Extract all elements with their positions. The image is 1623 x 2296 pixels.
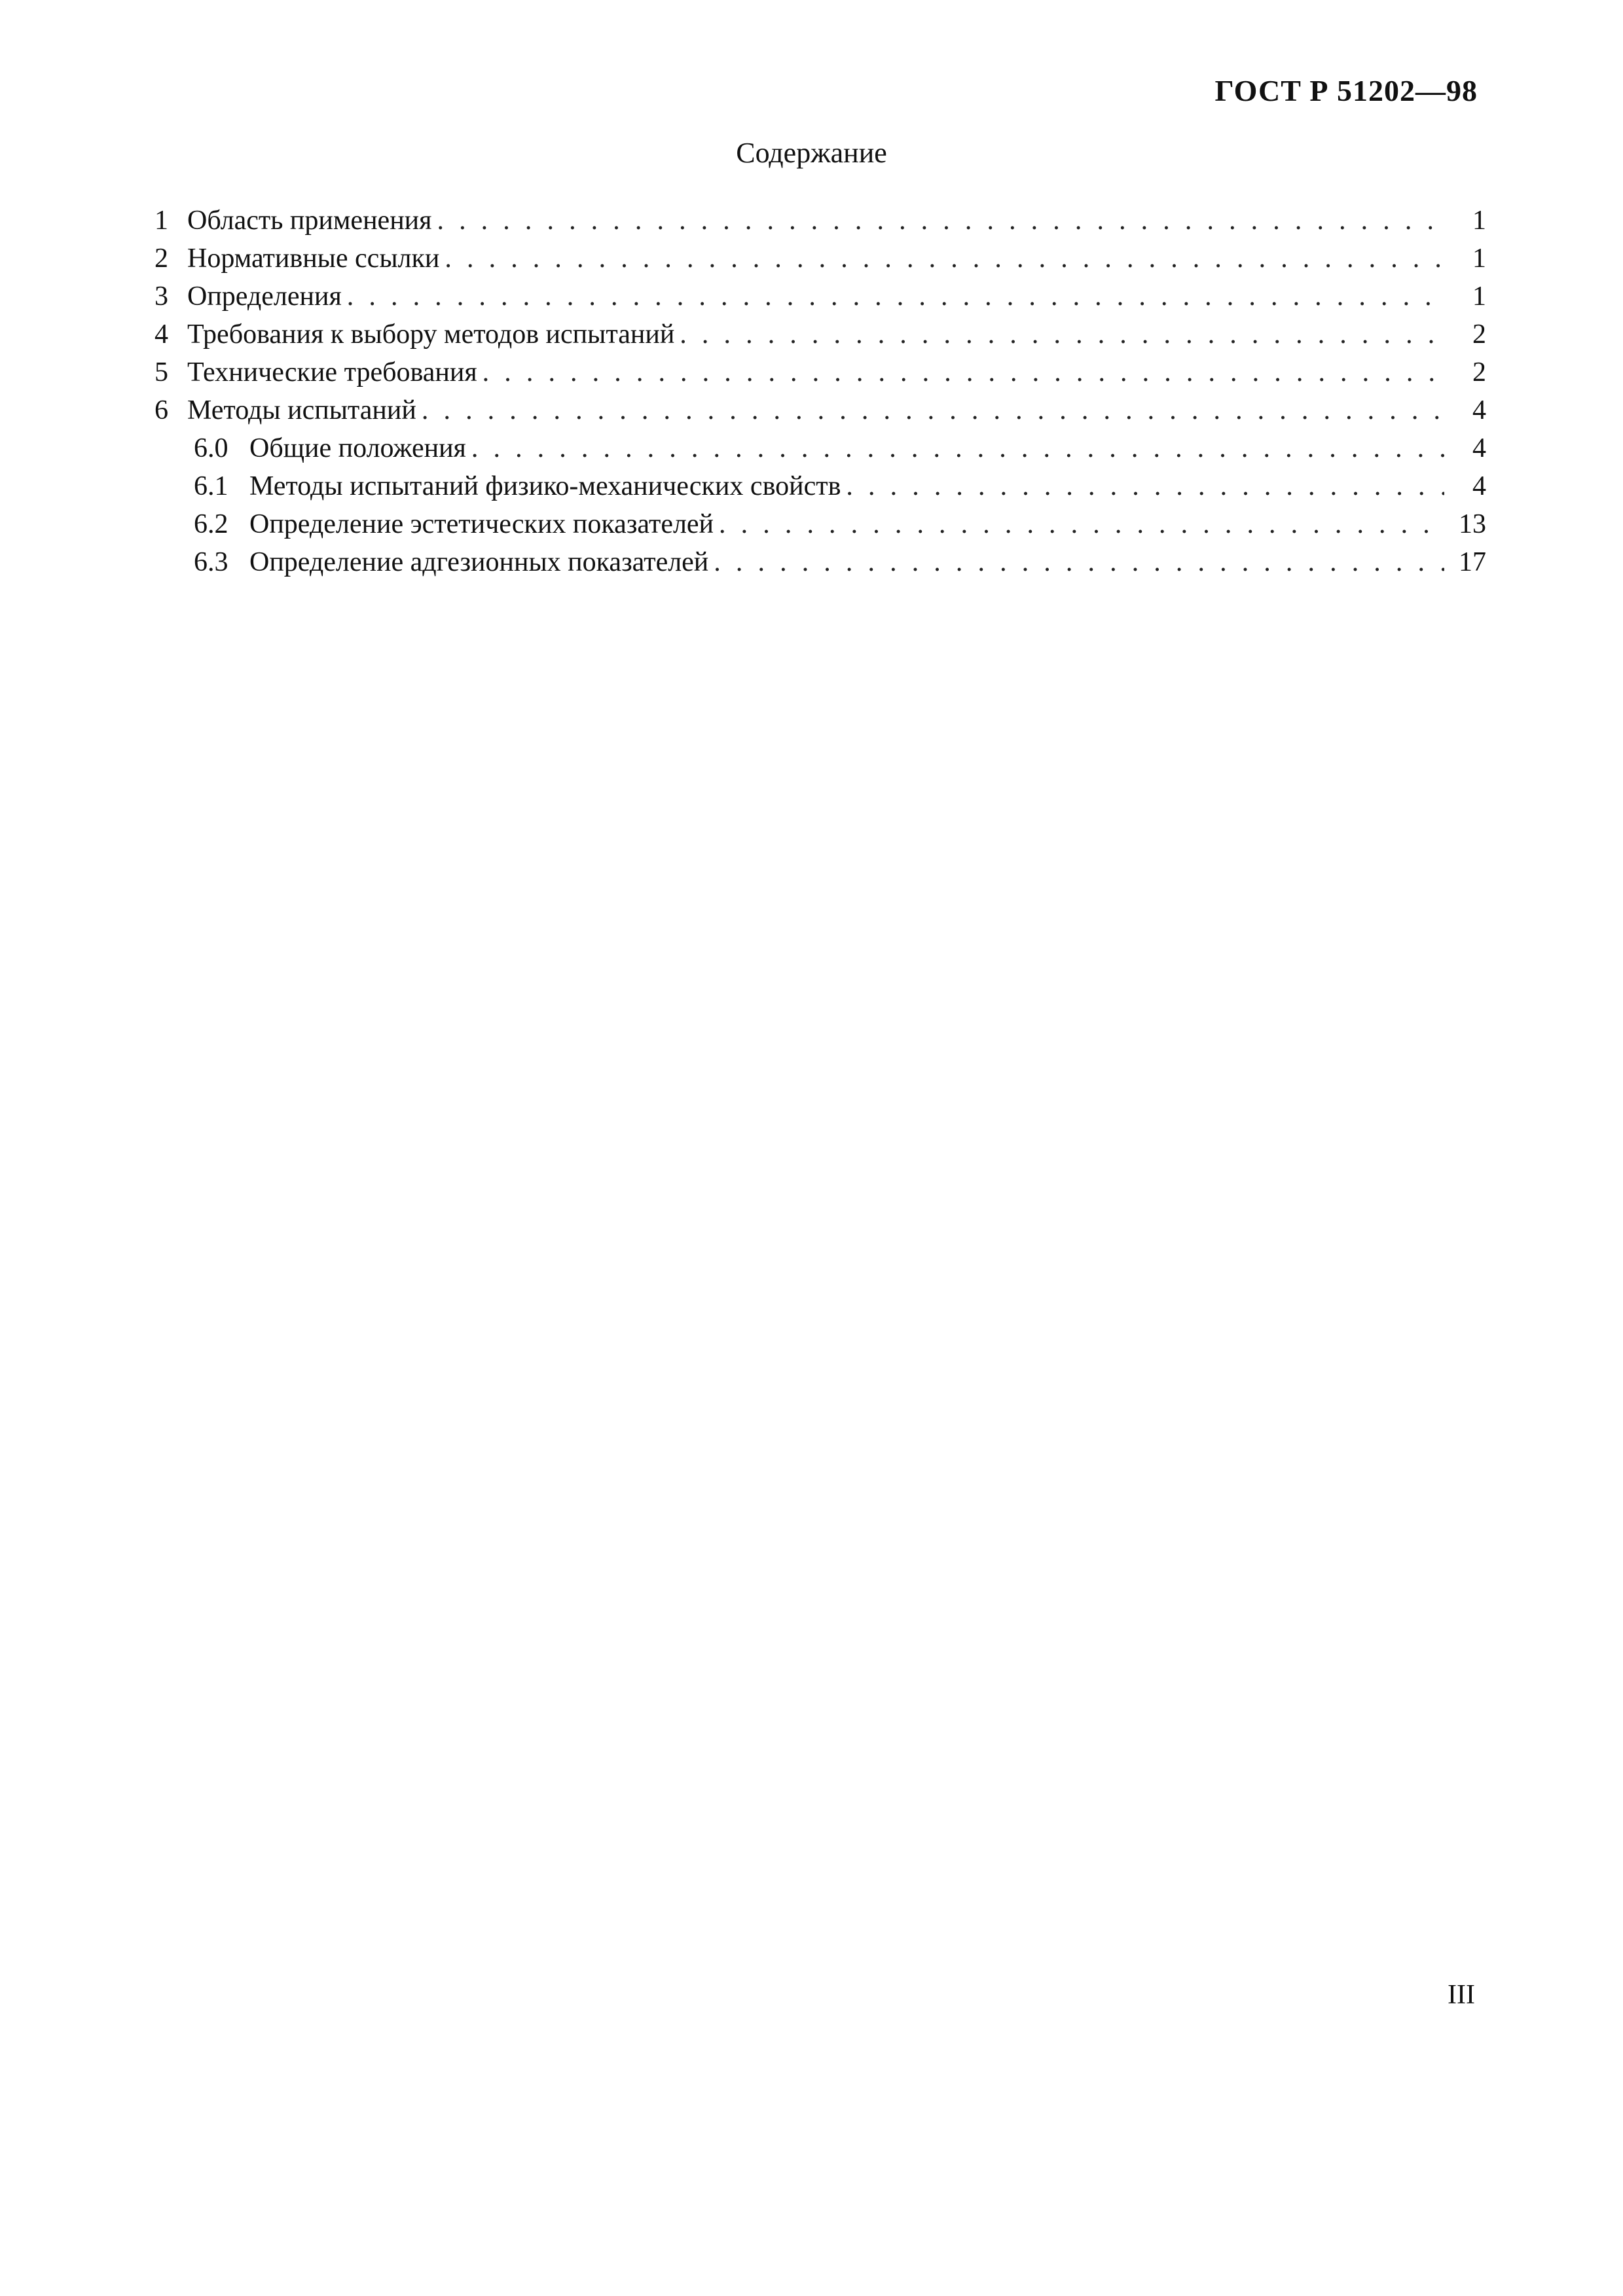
toc-entry-number: 5	[155, 357, 168, 387]
toc-entry-number: 6.3	[194, 547, 228, 577]
toc-title: Содержание	[736, 137, 887, 169]
toc-entry-number: 2	[155, 243, 168, 274]
toc-entry-page: 1	[1472, 281, 1486, 312]
toc-leader-dots	[846, 467, 1444, 505]
toc-leader-dots	[445, 240, 1444, 278]
toc-entry-label: Определения	[187, 281, 342, 312]
toc-subentry[interactable]	[155, 467, 1486, 505]
page-number: III	[1448, 1980, 1475, 2010]
toc-entry[interactable]	[155, 315, 1486, 353]
toc-entry-page: 4	[1472, 471, 1486, 501]
toc-entry-page: 2	[1472, 357, 1486, 387]
toc-leader-dots	[347, 278, 1444, 315]
toc-leader-dots	[714, 543, 1444, 581]
toc-entry-label: Определение адгезионных показателей	[249, 547, 709, 577]
toc-entry-page: 4	[1472, 433, 1486, 463]
toc-entry-number: 6.0	[194, 433, 228, 463]
toc-leader-dots	[680, 315, 1444, 353]
toc-subentry[interactable]	[155, 543, 1486, 581]
toc-entry-number: 4	[155, 319, 168, 350]
toc-entry[interactable]	[155, 353, 1486, 391]
toc-entry-number: 6.1	[194, 471, 228, 501]
toc-leader-dots	[471, 429, 1444, 467]
toc-entry-label: Методы испытаний физико-механических свойств	[249, 471, 841, 501]
table-of-contents	[155, 202, 1486, 581]
toc-entry-label: Определение эстетических показателей	[249, 509, 714, 539]
toc-entry[interactable]	[155, 391, 1486, 429]
toc-entry-label: Требования к выбору методов испытаний	[187, 319, 675, 350]
toc-entry[interactable]	[155, 240, 1486, 278]
toc-entry-page: 1	[1472, 243, 1486, 274]
toc-subentry[interactable]	[155, 429, 1486, 467]
toc-leader-dots	[437, 202, 1444, 240]
toc-entry-label: Методы испытаний	[187, 395, 416, 425]
toc-entry-number: 1	[155, 206, 168, 236]
toc-entry-page: 4	[1472, 395, 1486, 425]
toc-entry-page: 1	[1472, 206, 1486, 236]
toc-leader-dots	[483, 353, 1444, 391]
toc-entry-label: Технические требования	[187, 357, 477, 387]
toc-entry-label: Общие положения	[249, 433, 466, 463]
toc-entry-number: 6.2	[194, 509, 228, 539]
document-code: ГОСТ Р 51202—98	[1214, 74, 1478, 107]
toc-entry-page: 13	[1459, 509, 1486, 539]
toc-leader-dots	[422, 391, 1444, 429]
toc-entry-page: 17	[1459, 547, 1486, 577]
toc-entry-number: 3	[155, 281, 168, 312]
toc-entry-label: Область применения	[187, 206, 432, 236]
toc-entry-label: Нормативные ссылки	[187, 243, 440, 274]
toc-entry[interactable]	[155, 278, 1486, 315]
toc-leader-dots	[719, 505, 1444, 543]
toc-entry-number: 6	[155, 395, 168, 425]
toc-entry[interactable]	[155, 202, 1486, 240]
toc-entry-page: 2	[1472, 319, 1486, 350]
toc-subentry[interactable]	[155, 505, 1486, 543]
